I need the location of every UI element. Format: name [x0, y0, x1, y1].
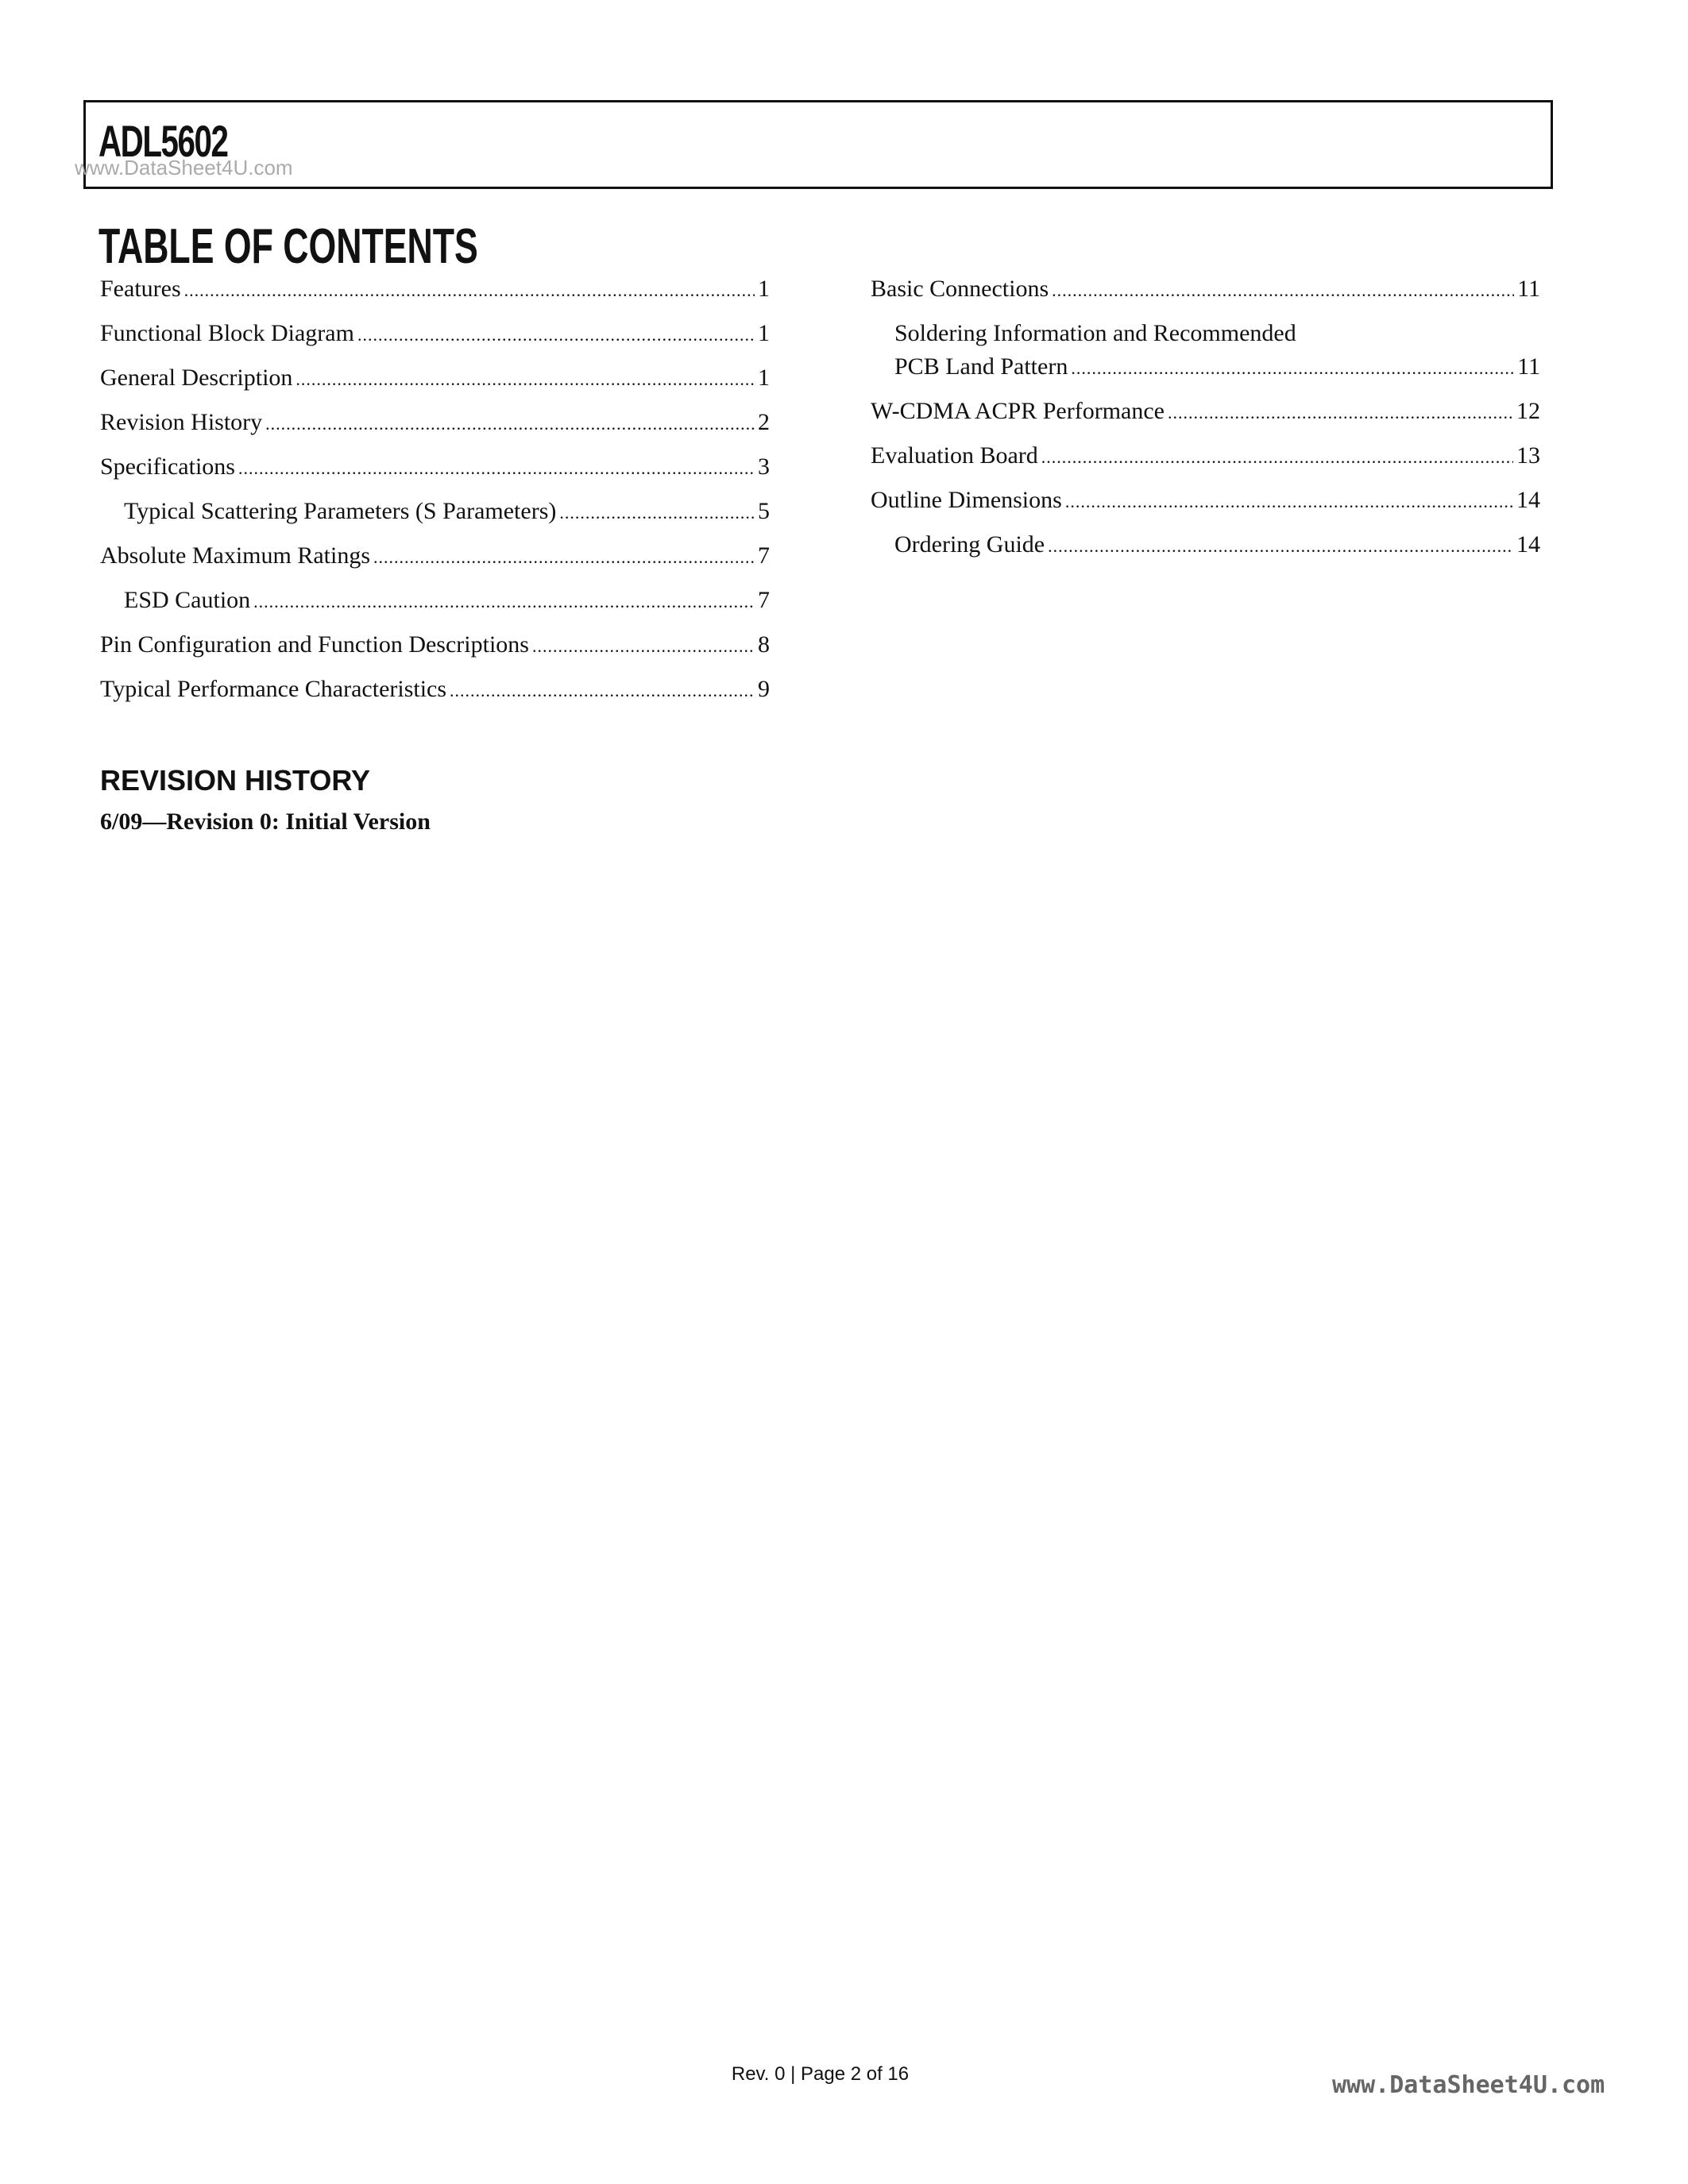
toc-label: ESD Caution — [124, 587, 251, 613]
leader-dots — [238, 454, 755, 483]
toc-label: Revision History — [100, 409, 263, 435]
page-footer: Rev. 0 | Page 2 of 16 — [731, 2063, 910, 2085]
leader-dots — [295, 365, 755, 394]
toc-label: W-CDMA ACPR Performance — [871, 398, 1165, 424]
toc-entry[interactable] — [871, 397, 1540, 442]
watermark-top: www.DataSheet4U.com — [75, 156, 293, 179]
toc-entry[interactable] — [100, 275, 770, 319]
toc-page: 1 — [758, 276, 770, 302]
leader-dots — [265, 410, 755, 438]
toc-label: Absolute Maximum Ratings — [100, 542, 370, 569]
toc-entry[interactable] — [871, 486, 1540, 531]
leader-dots — [1168, 399, 1513, 427]
toc-page: 9 — [758, 676, 770, 702]
toc-entry[interactable] — [871, 319, 1540, 397]
header-box — [83, 100, 1553, 189]
toc-label: General Description — [100, 365, 293, 391]
revision-history-title: REVISION HISTORY — [100, 764, 371, 797]
leader-dots — [559, 499, 755, 527]
watermark-bottom: www.DataSheet4U.com — [1332, 2071, 1605, 2099]
toc-page: 5 — [758, 498, 770, 524]
toc-label: Evaluation Board — [871, 442, 1038, 469]
toc-page: 8 — [758, 631, 770, 658]
toc-label: Features — [100, 276, 181, 302]
revision-history-entry: 6/09—Revision 0: Initial Version — [100, 808, 431, 835]
leader-dots — [184, 276, 755, 305]
leader-dots — [373, 543, 755, 572]
leader-dots — [1071, 354, 1514, 383]
leader-dots — [450, 677, 755, 705]
leader-dots — [357, 321, 755, 349]
toc-label: Pin Configuration and Function Descriptions — [100, 631, 529, 658]
toc-page: 13 — [1516, 442, 1540, 469]
toc-entry[interactable] — [100, 319, 770, 364]
toc-page: 7 — [758, 587, 770, 613]
leader-dots — [1048, 532, 1513, 561]
toc-entry[interactable] — [100, 364, 770, 408]
toc-right-column — [871, 275, 1540, 575]
toc-page: 11 — [1517, 276, 1540, 302]
toc-entry[interactable] — [871, 531, 1540, 575]
toc-label: Outline Dimensions — [871, 487, 1062, 513]
toc-label: Typical Scattering Parameters (S Parameters) — [124, 498, 557, 524]
toc-page: 1 — [758, 365, 770, 391]
toc-entry[interactable] — [100, 408, 770, 453]
leader-dots — [1065, 488, 1513, 516]
toc-left-column — [100, 275, 770, 720]
toc-label: Specifications — [100, 453, 235, 480]
toc-label: Basic Connections — [871, 276, 1049, 302]
toc-entry[interactable] — [100, 453, 770, 497]
toc-label: Soldering Information and Recommended — [894, 320, 1296, 346]
toc-entry[interactable] — [100, 675, 770, 720]
part-number: ADL5602 — [98, 116, 228, 166]
toc-page: 14 — [1516, 487, 1540, 513]
toc-page: 12 — [1516, 398, 1540, 424]
toc-label: Functional Block Diagram — [100, 320, 354, 346]
toc-entry[interactable] — [100, 631, 770, 675]
toc-page: 11 — [1517, 353, 1540, 380]
toc-label-continued: PCB Land Pattern — [894, 353, 1068, 380]
toc-entry[interactable] — [100, 497, 770, 542]
leader-dots — [1052, 276, 1514, 305]
toc-page: 2 — [758, 409, 770, 435]
toc-entry[interactable] — [100, 586, 770, 631]
leader-dots — [532, 632, 755, 661]
toc-page: 14 — [1516, 531, 1540, 558]
toc-title: TABLE OF CONTENTS — [98, 219, 478, 274]
toc-page: 3 — [758, 453, 770, 480]
leader-dots — [1041, 443, 1513, 472]
toc-page: 7 — [758, 542, 770, 569]
toc-entry[interactable] — [871, 442, 1540, 486]
leader-dots — [253, 588, 755, 616]
toc-entry[interactable] — [871, 275, 1540, 319]
toc-page: 1 — [758, 320, 770, 346]
toc-label: Ordering Guide — [894, 531, 1045, 558]
toc-label: Typical Performance Characteristics — [100, 676, 447, 702]
toc-entry[interactable] — [100, 542, 770, 586]
